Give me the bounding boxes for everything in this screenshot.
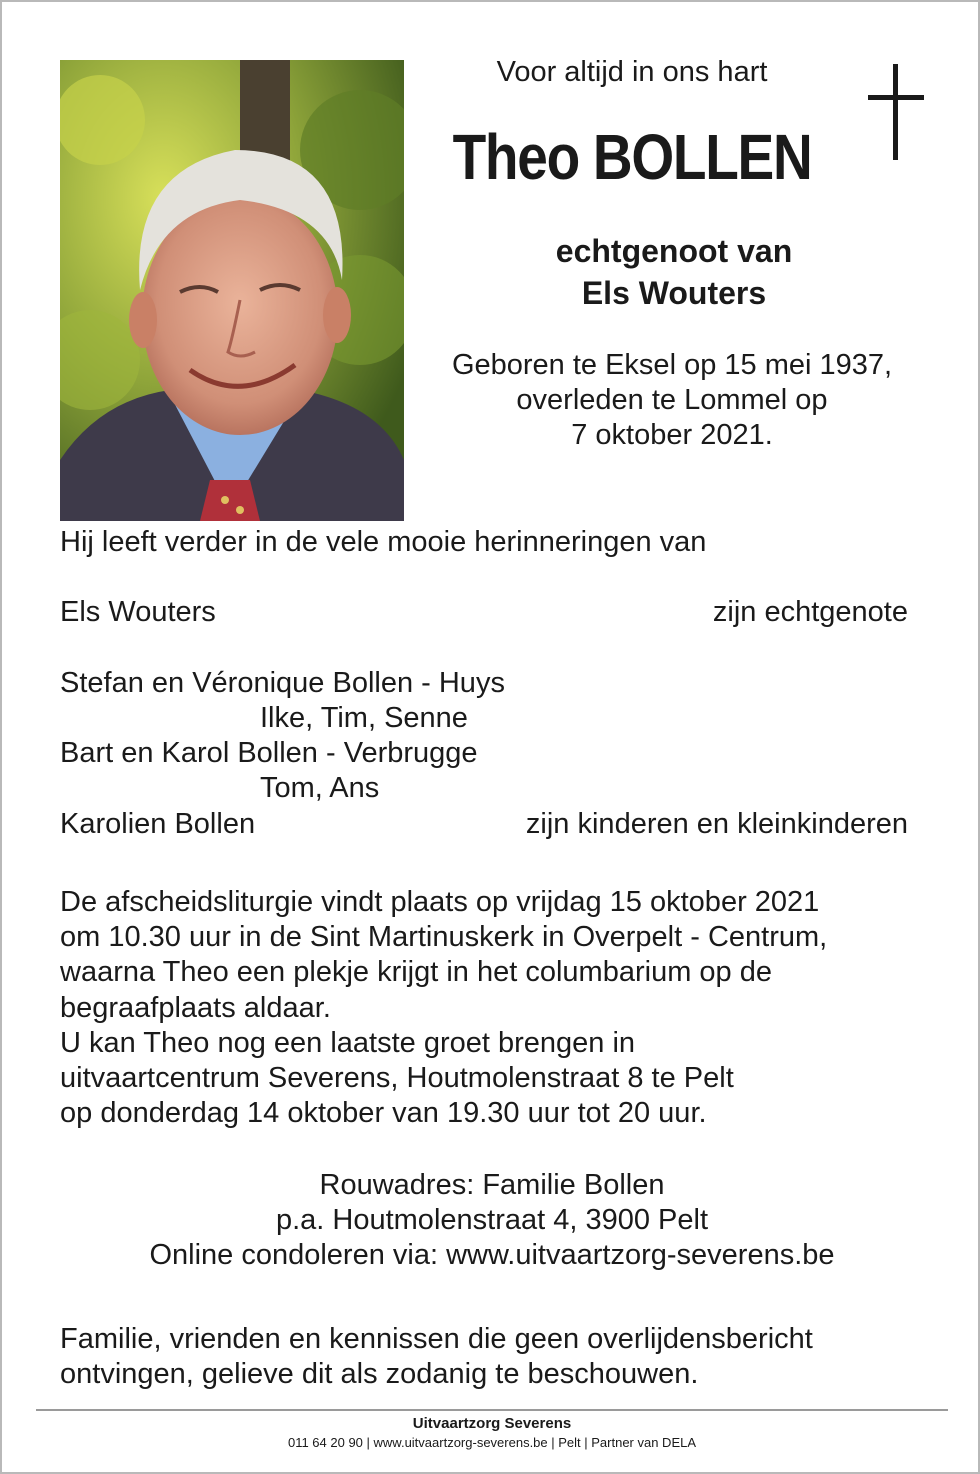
- spouse-block: [472, 230, 876, 314]
- birth-line: Geboren te Eksel op 15 mei 1937,: [451, 349, 893, 381]
- motto: Voor altijd in ons hart: [496, 56, 768, 88]
- grandchildren-line: Ilke, Tim, Senne: [260, 702, 468, 734]
- grandchildren-line: Tom, Ans: [260, 772, 380, 804]
- notice-paragraph: [60, 1322, 813, 1392]
- notice-line: ontvingen, gelieve dit als zodanig te beschouwen.: [60, 1358, 699, 1391]
- notice-line: Familie, vrienden en kennissen die geen overlijdensbericht: [60, 1323, 813, 1355]
- footer-company: Uitvaartzorg Severens: [412, 1415, 572, 1432]
- liturgy-line: uitvaartcentrum Severens, Houtmolenstraat 8 te Pelt: [60, 1062, 734, 1095]
- family-spouse-name: Els Wouters: [60, 596, 216, 628]
- deceased-name: Theo BOLLEN: [452, 121, 812, 193]
- life-dates: [422, 348, 922, 453]
- address-line: Rouwadres: Familie Bollen: [319, 1169, 665, 1201]
- children-role: zijn kinderen en kleinkinderen: [525, 808, 908, 840]
- footer-divider: [36, 1409, 948, 1411]
- liturgy-line: op donderdag 14 oktober van 19.30 uur tot 20 uur.: [60, 1097, 707, 1130]
- child-line: Stefan en Véronique Bollen - Huys: [60, 667, 505, 699]
- family-intro: Hij leeft verder in de vele mooie herinneringen van: [60, 526, 707, 558]
- liturgy-paragraph: [60, 885, 827, 1131]
- address-block: [102, 1168, 882, 1273]
- spouse-name: Els Wouters: [581, 275, 767, 311]
- portrait-photo: [60, 60, 404, 521]
- condolence-line: Online condoleren via: www.uitvaartzorg-severens.be: [149, 1239, 835, 1271]
- liturgy-line: De afscheidsliturgie vindt plaats op vrijdag 15 oktober 2021: [60, 886, 820, 918]
- family-spouse-role: zijn echtgenote: [712, 596, 908, 628]
- liturgy-line: begraafplaats aldaar.: [60, 991, 331, 1024]
- death-line-2: 7 oktober 2021.: [571, 419, 773, 451]
- child-line: Karolien Bollen: [60, 808, 256, 840]
- liturgy-line: U kan Theo nog een laatste groet brengen in: [60, 1026, 636, 1059]
- footer-contact: 011 64 20 90 | www.uitvaartzorg-severens.be | Pelt | Partner van DELA: [287, 1435, 697, 1450]
- child-line: Bart en Karol Bollen - Verbrugge: [60, 737, 478, 769]
- death-line-1: overleden te Lommel op: [516, 384, 828, 416]
- cross-icon: [868, 64, 924, 160]
- address-line: p.a. Houtmolenstraat 4, 3900 Pelt: [275, 1204, 709, 1236]
- liturgy-line: om 10.30 uur in de Sint Martinuskerk in Overpelt - Centrum,: [60, 921, 828, 954]
- liturgy-line: waarna Theo een plekje krijgt in het columbarium op de: [60, 956, 772, 989]
- spouse-intro: echtgenoot van: [555, 233, 793, 269]
